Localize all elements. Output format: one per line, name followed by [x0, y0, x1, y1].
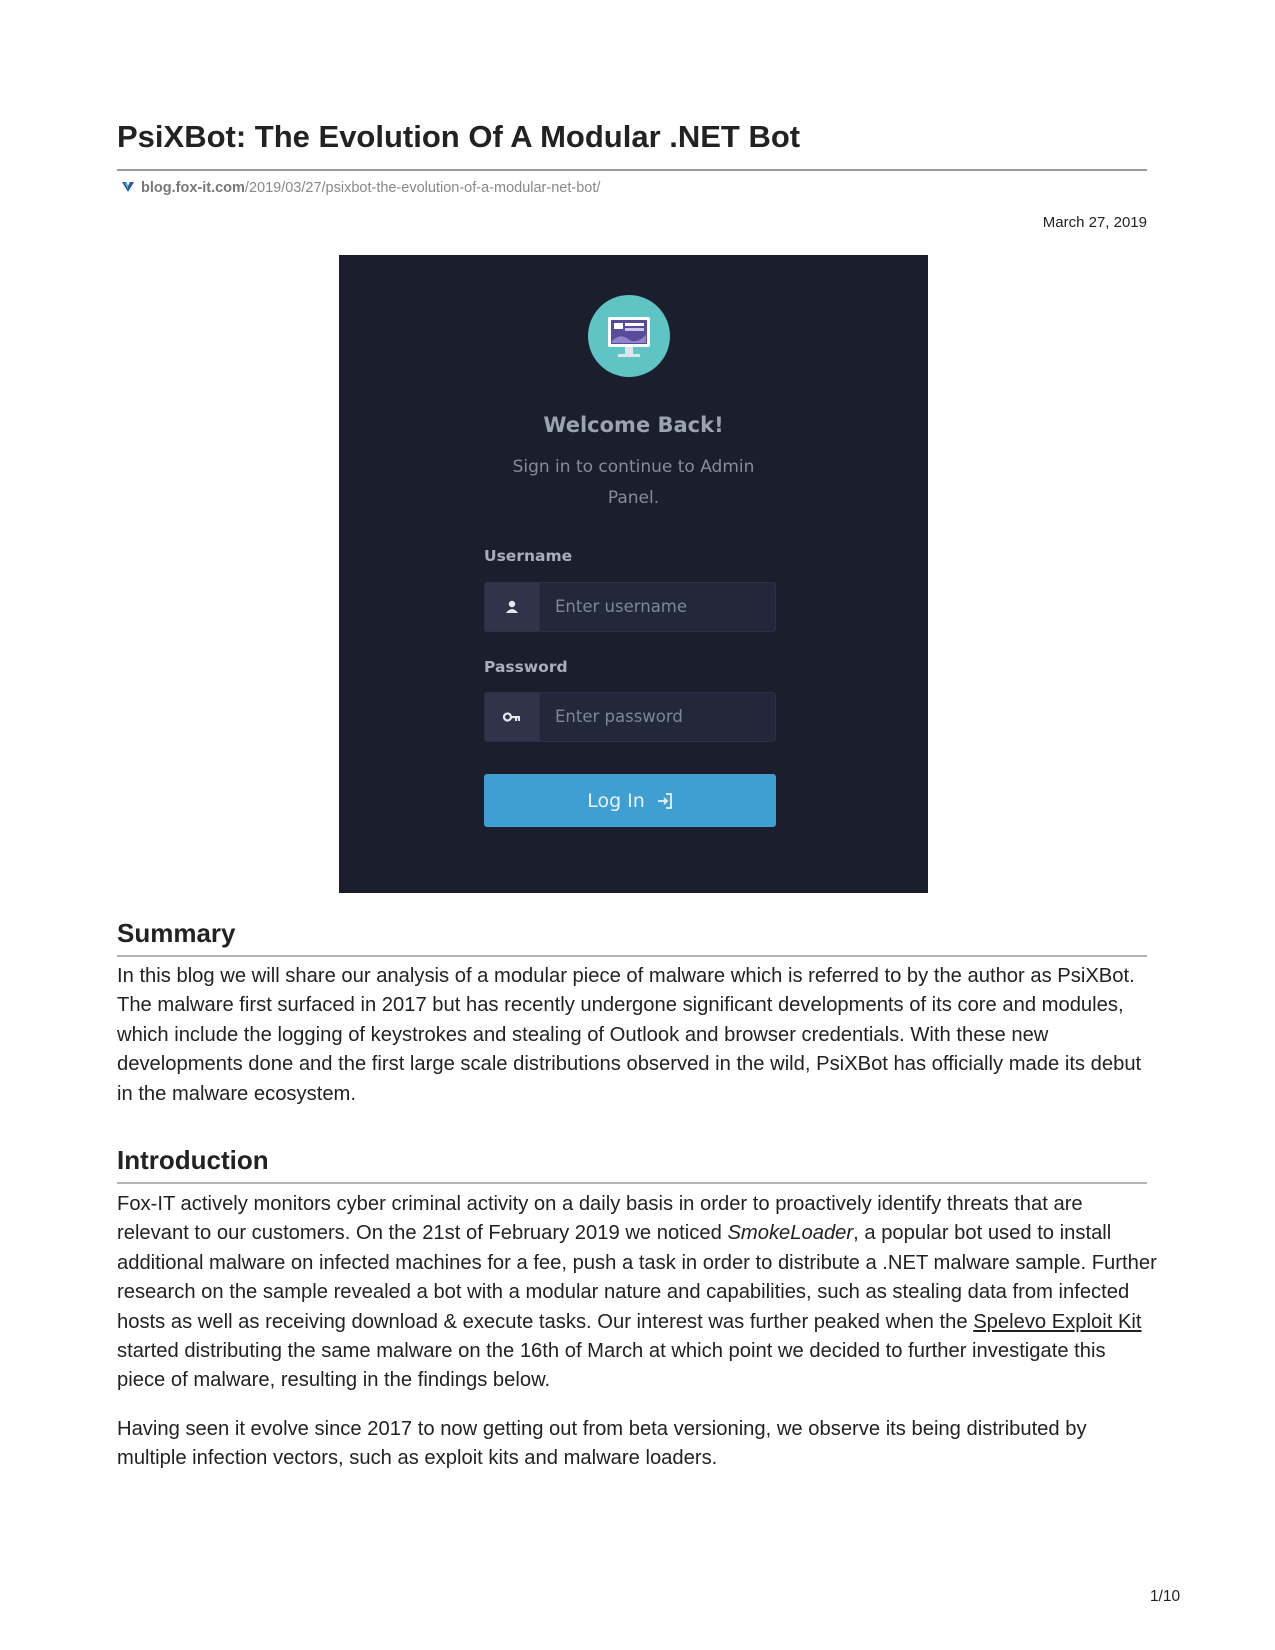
source-path: /2019/03/27/psixbot-the-evolution-of-a-modular-net-bot/: [244, 180, 601, 196]
introduction-divider: [117, 1182, 1147, 1184]
username-label: Username: [484, 547, 573, 565]
user-icon: [485, 583, 540, 631]
fox-it-logo-icon: [121, 180, 135, 194]
post-date: March 27, 2019: [1042, 214, 1147, 231]
intro-text-1: Fox-IT actively monitors cyber criminal activity on a daily basis in order to proactively identify threats that are relevant to our customers. On the 21st of February 2019 we noticed: [117, 1193, 1083, 1245]
password-field[interactable]: [484, 692, 776, 742]
smokeloader-text: SmokeLoader: [727, 1222, 854, 1245]
subtitle-line-2: Panel.: [607, 488, 660, 508]
username-input[interactable]: Enter username: [555, 597, 688, 616]
introduction-paragraph-1: [117, 1190, 1157, 1396]
username-field[interactable]: [484, 582, 776, 632]
login-subtitle: [493, 452, 774, 514]
monitor-logo-icon: [588, 295, 670, 377]
intro-text-3: started distributing the same malware on the 16th of March at which point we decided to further investigate this piece of malware, resulting in the findings below.: [117, 1340, 1106, 1392]
intro-text-2: , a popular bot used to install additional malware on infected machines for a fee, push a task in order to distribute a .NET malware sample. Further research on the sample revealed a bot with a modular nature and capabilities, such as stealing data from infected hosts as well as receiving download & execute tasks. Our interest was further peaked when the: [117, 1222, 1157, 1333]
page-title: PsiXBot: The Evolution Of A Modular .NET Bot: [117, 119, 801, 154]
password-label: Password: [484, 658, 568, 676]
source-domain: blog.fox-it.com: [141, 180, 245, 196]
summary-text: In this blog we will share our analysis of a modular piece of malware which is referred to by the author as PsiXBot. The malware first surfaced in 2017 but has recently undergone significant developments of its core and modules, which include the logging of keystrokes and stealing of Outlook and browser credentials. With these new developments done and the first large scale distributions observed in the wild, PsiXBot has officially made its debut in the malware ecosystem.: [117, 965, 1142, 1105]
welcome-heading: Welcome Back!: [543, 413, 724, 437]
sign-in-icon: [657, 792, 673, 810]
introduction-heading: Introduction: [117, 1145, 269, 1175]
introduction-paragraph-2: Having seen it evolve since 2017 to now getting out from beta versioning, we observe its being distributed by multiple infection vectors, such as exploit kits and malware loaders.: [117, 1418, 1087, 1470]
source-url[interactable]: [121, 180, 600, 196]
spelevo-exploit-kit-link[interactable]: Spelevo Exploit Kit: [973, 1310, 1142, 1333]
login-button[interactable]: [484, 774, 776, 827]
title-divider: [117, 169, 1147, 171]
login-panel-screenshot: [339, 255, 928, 893]
password-input[interactable]: Enter password: [555, 707, 683, 726]
summary-heading: Summary: [117, 918, 236, 948]
subtitle-line-1: Sign in to continue to Admin: [512, 457, 755, 477]
key-icon: [485, 693, 540, 741]
page-number: 1/10: [1150, 1588, 1181, 1605]
login-button-label: Log In: [587, 789, 645, 812]
summary-divider: [117, 955, 1147, 957]
